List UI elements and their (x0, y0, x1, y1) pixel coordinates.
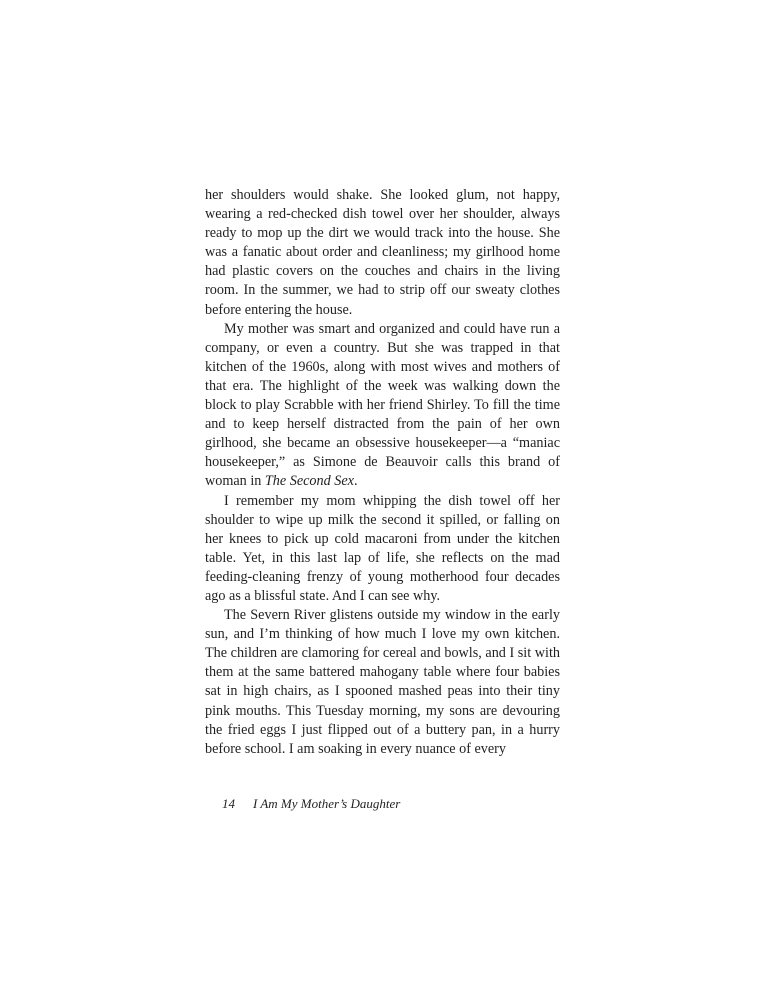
page-footer (222, 796, 400, 812)
paragraph-2 (205, 320, 560, 492)
paragraph-4: The Severn River glistens outside my window in the early sun, and I’m thinking of how much I love my own kitchen. The children are clamoring for cereal and bowls, and I sit with them at the same battered mahogany table where four babies sat in high chairs, as I spooned mashed peas into their tiny pink mouths. This Tuesday morning, my sons are devouring the fried eggs I just flipped out of a buttery pan, in a hurry before school. I am soaking in every nuance of every (205, 607, 560, 757)
body-text (205, 186, 560, 759)
paragraph-3: I remember my mom whipping the dish towel off her shoulder to wipe up milk the second it spilled, or falling on her knees to pick up cold macaroni from under the kitchen table. Yet, in this last lap of life, she reflects on the mad feeding-cleaning frenzy of young motherhood four decades ago as a blissful state. And I can see why. (205, 492, 560, 604)
paragraph-1: her shoulders would shake. She looked glum, not happy, wearing a red-checked dish towel over her shoulder, always ready to mop up the dirt we would track into the house. She was a fanatic about order and cleanliness; my girlhood home had plastic covers on the couches and chairs in the living room. In the summer, we had to strip off our sweaty clothes before entering the house. (205, 187, 560, 318)
paragraph-2-text: My mother was smart and organized and could have run a company, or even a country. But she was trapped in that kitchen of the 1960s, along with most wives and mothers of that era. The highlight of the week was walking down the block to play Scrabble with her friend Shirley. To fill the time and to keep herself distracted from the pain of her own girlhood, she became an obsessive housekeeper—a “maniac housekeeper,” as Simone de Beauvoir calls this brand of woman in (205, 320, 560, 490)
book-title-reference: The Second Sex (264, 473, 354, 490)
running-title: I Am My Mother’s Daughter (253, 796, 401, 811)
page-number: 14 (222, 796, 235, 811)
paragraph-2-end: . (353, 473, 358, 490)
